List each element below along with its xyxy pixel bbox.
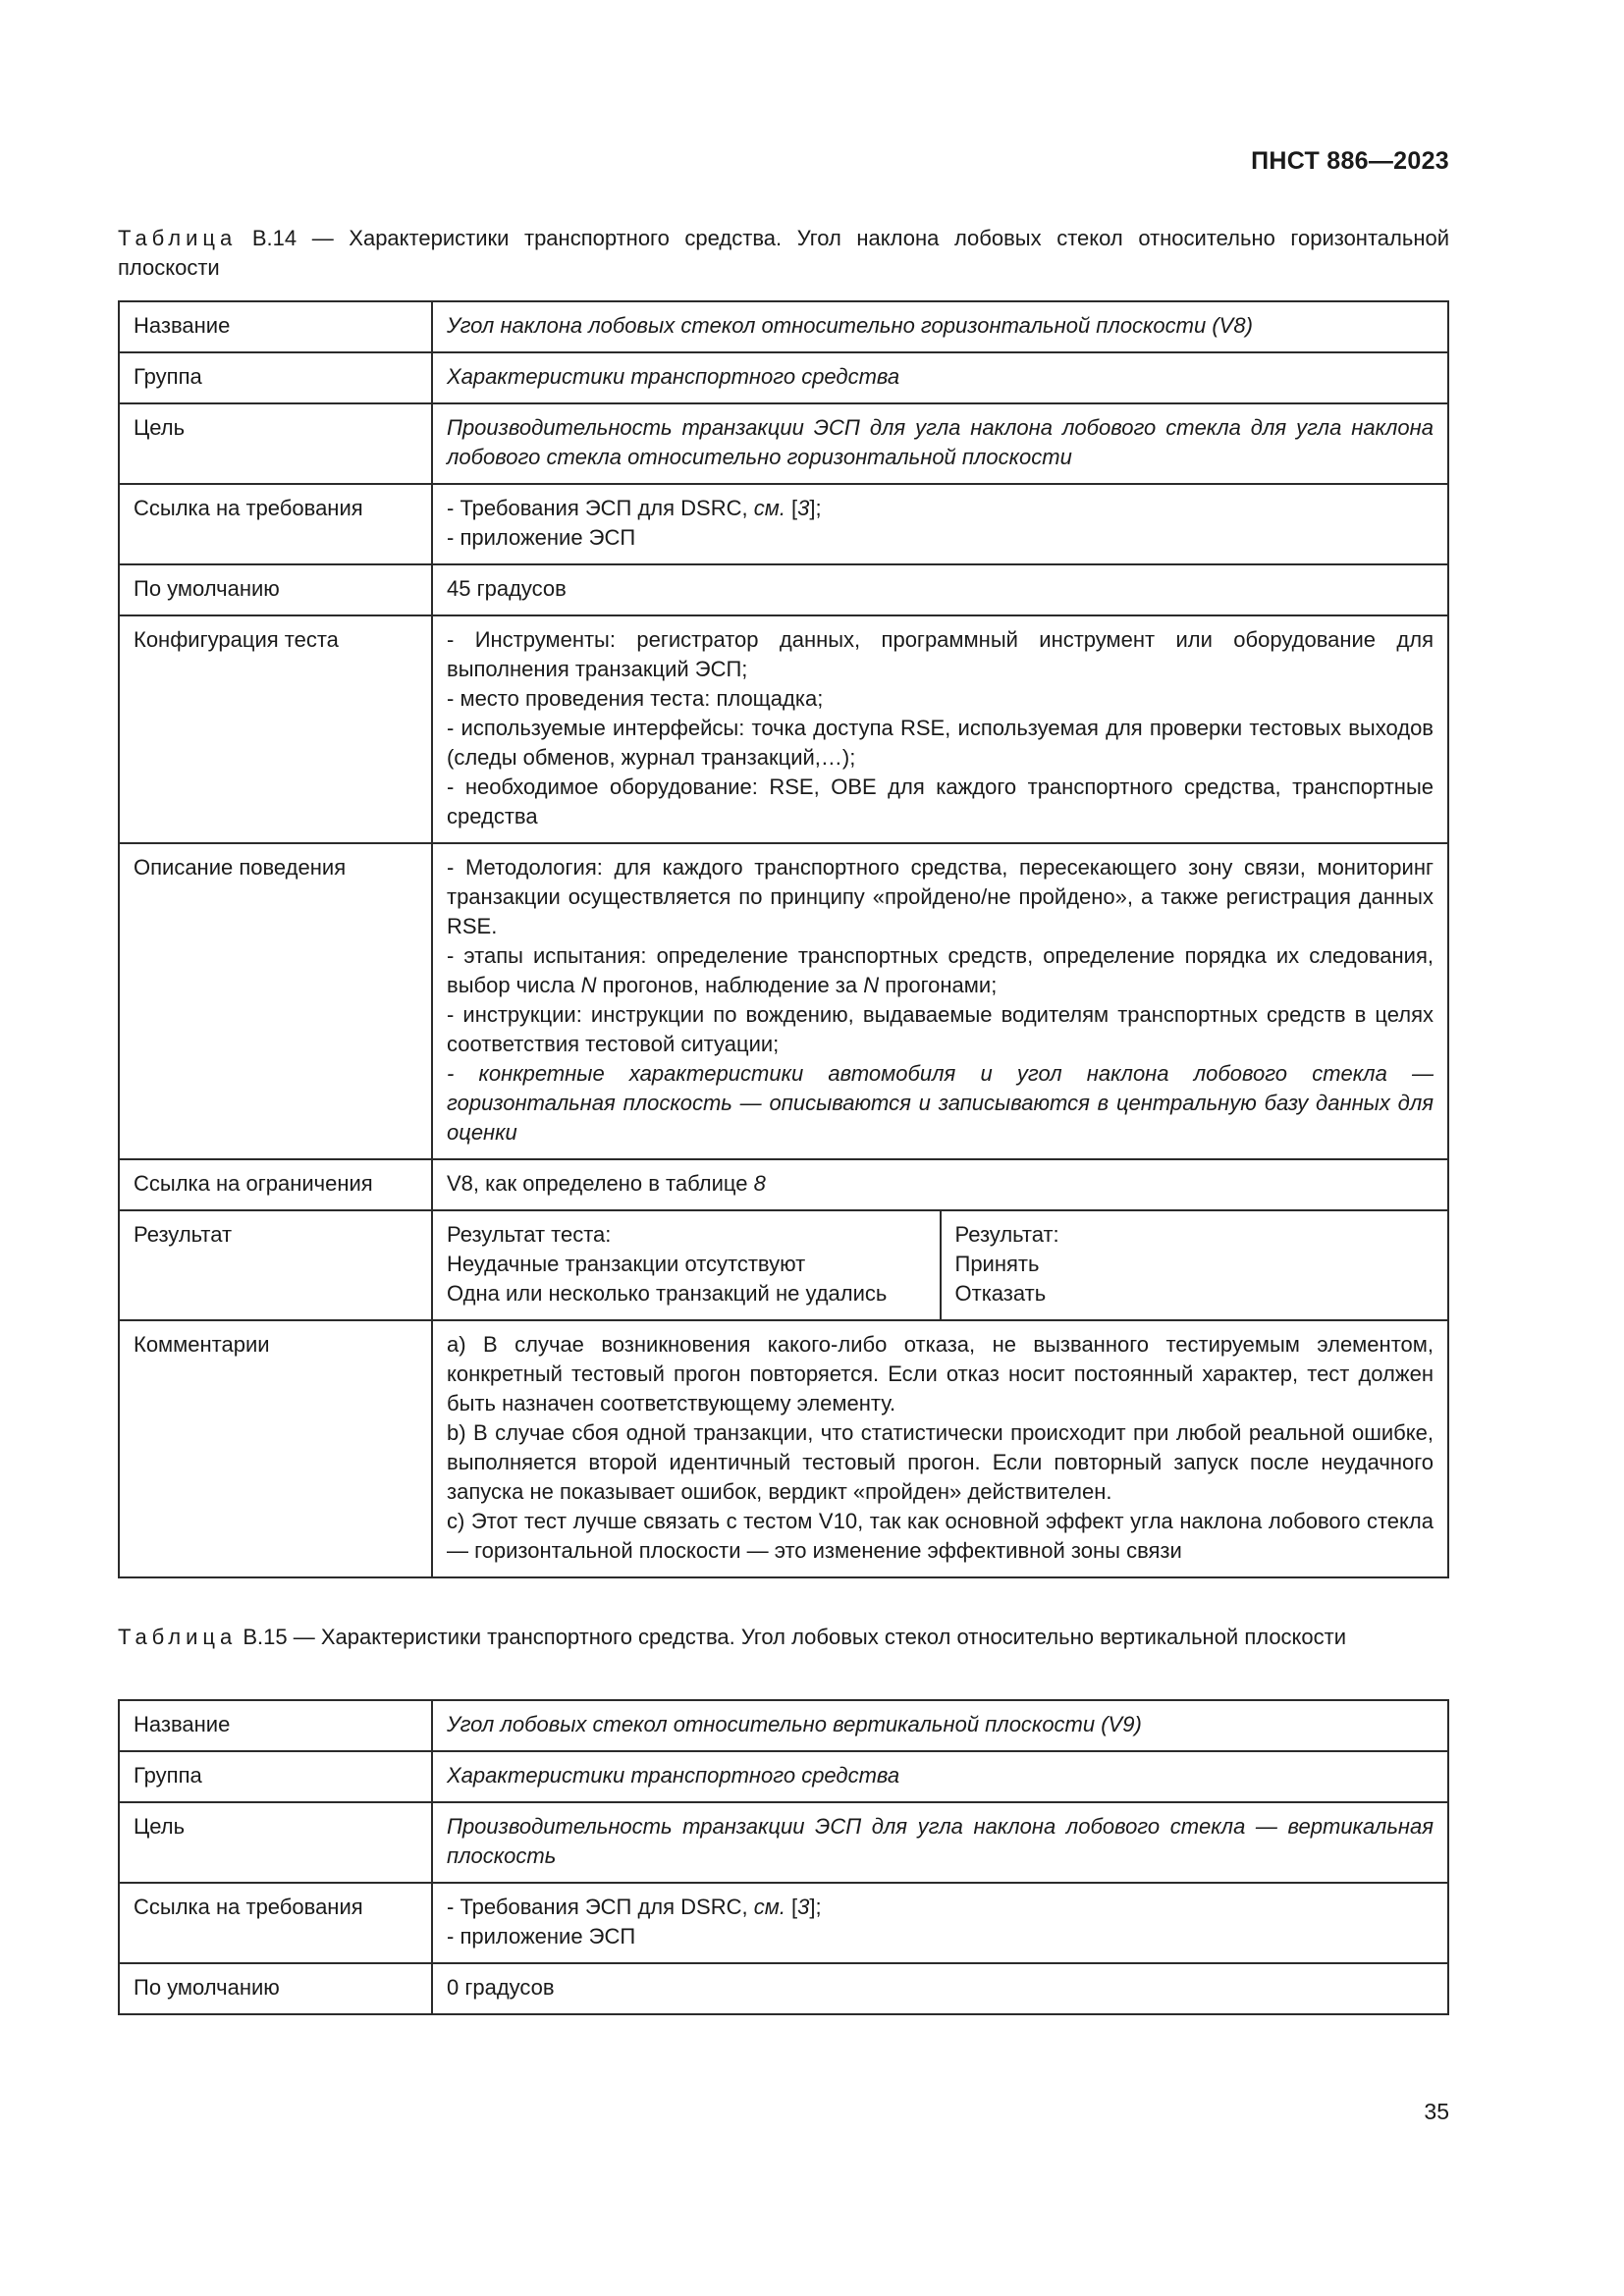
comment-line: а) В случае возникновения какого-либо отказа, не вызванного тестируемым элементом, конкретный тестовый прогон повторяется. Если отказ носит постоянный характер, тест должен быть назначен соответствующему элементу. [447,1332,1434,1415]
row-label: По умолчанию [119,1963,432,2014]
verdict [941,1210,1449,1320]
requirement-line: - приложение ЭСП [447,525,636,550]
table-row [119,484,1448,564]
behavior-text: - этапы испытания: определение транспортных средств, определение порядка их следования, выбор числа [447,943,1434,997]
page-number: 35 [1424,2099,1449,2124]
table-row [119,843,1448,1159]
test-result [432,1210,941,1320]
table-row [119,1963,1448,2014]
config-line: - место проведения теста: площадка; [447,686,824,711]
row-label: Название [119,301,432,352]
reference-number: 3 [797,1895,810,1919]
table-row [119,1700,1448,1751]
test-group: Характеристики транспортного средства [432,1751,1448,1802]
table-row [119,1320,1448,1577]
test-name: Угол наклона лобовых стекол относительно горизонтальной плоскости (V8) [432,301,1448,352]
limits-ref [432,1159,1448,1210]
requirement-line [447,494,1434,523]
variable-n: N [580,973,597,997]
row-label: Результат [119,1210,432,1320]
behavior-text: прогонами; [879,973,998,997]
row-label: Ссылка на требования [119,484,432,564]
test-goal: Производительность транзакции ЭСП для угла наклона лобового стекла для угла наклона лобового стекла относительно горизонтальной плоскости [432,403,1448,484]
result-line: Одна или несколько транзакций не удались [447,1281,888,1306]
default-value: 45 градусов [432,564,1448,615]
table-row [119,1883,1448,1963]
table-b14-caption [118,224,1449,283]
test-configuration [432,615,1448,843]
row-label: По умолчанию [119,564,432,615]
caption-text: В.15 — Характеристики транспортного средства. Угол лобовых стекол относительно вертикальной плоскости [237,1625,1347,1649]
bracket-close: ]; [809,1895,822,1919]
table-row [119,403,1448,484]
behavior-line [447,941,1434,1000]
table-row [119,352,1448,403]
behavior-description [432,843,1448,1159]
verdict-line: Принять [954,1252,1040,1276]
comment-line: b) В случае сбоя одной транзакции, что статистически происходит при любой реальной ошибке, выполняется второй идентичный тестовый прогон. Если повторный запуск после неудачного запуска не показывает ошибок, вердикт «пройден» действителен. [447,1420,1434,1504]
behavior-text: прогонов, наблюдение за [596,973,864,997]
requirement-text: - Требования ЭСП для DSRC, [447,1895,754,1919]
row-label: Описание поведения [119,843,432,1159]
table-row [119,1159,1448,1210]
config-line: - необходимое оборудование: RSE, OBE для каждого транспортного средства, транспортные средства [447,774,1434,828]
bracket-open: [ [785,1895,798,1919]
table-b14 [118,300,1449,1578]
comment-line: с) Этот тест лучше связать с тестом V10, так как основной эффект угла наклона лобового стекла — горизонтальной плоскости — это изменение эффективной зоны связи [447,1509,1434,1563]
see-abbr: см. [753,1895,785,1919]
row-label: Ссылка на требования [119,1883,432,1963]
row-label: Группа [119,1751,432,1802]
table-row [119,301,1448,352]
row-label: Цель [119,1802,432,1883]
test-goal: Производительность транзакции ЭСП для угла наклона лобового стекла — вертикальная плоскость [432,1802,1448,1883]
default-value: 0 градусов [432,1963,1448,2014]
limits-text: V8, как определено в таблице [447,1171,754,1196]
test-name: Угол лобовых стекол относительно вертикальной плоскости (V9) [432,1700,1448,1751]
table-row [119,1751,1448,1802]
requirement-text: - Требования ЭСП для DSRC, [447,496,754,520]
table-row [119,615,1448,843]
caption-word: Таблица [118,226,238,250]
behavior-line: - Методология: для каждого транспортного средства, пересекающего зону связи, мониторинг транзакции осуществляется по принципу «пройдено/не пройдено», а также регистрация данных RSE. [447,855,1434,938]
row-label: Цель [119,403,432,484]
requirements-ref [432,1883,1448,1963]
comments [432,1320,1448,1577]
see-abbr: см. [753,496,785,520]
row-label: Группа [119,352,432,403]
caption-word: Таблица [118,1625,238,1649]
row-label: Комментарии [119,1320,432,1577]
table-reference: 8 [753,1171,766,1196]
table-b15 [118,1699,1449,2015]
row-label: Ссылка на ограничения [119,1159,432,1210]
test-group: Характеристики транспортного средства [432,352,1448,403]
verdict-line: Отказать [954,1281,1047,1306]
bracket-open: [ [785,496,798,520]
config-line: - используемые интерфейсы: точка доступа RSE, используемая для проверки тестовых выходов (следы обменов, журнал транзакций,…); [447,716,1434,770]
behavior-line: - инструкции: инструкции по вождению, выдаваемые водителям транспортных средств в целях соответствия тестовой ситуации; [447,1002,1434,1056]
variable-n: N [863,973,880,997]
requirement-line [447,1893,1434,1922]
result-line: Результат теста: [447,1222,612,1247]
table-row [119,1210,1448,1320]
reference-number: 3 [797,496,810,520]
bracket-close: ]; [809,496,822,520]
behavior-line: - конкретные характеристики автомобиля и угол наклона лобового стекла — горизонтальная плоскость — описываются и записываются в центральную базу данных для оценки [447,1061,1434,1145]
config-line: - Инструменты: регистратор данных, программный инструмент или оборудование для выполнения транзакций ЭСП; [447,627,1434,681]
result-line: Неудачные транзакции отсутствуют [447,1252,806,1276]
requirements-ref [432,484,1448,564]
row-label: Конфигурация теста [119,615,432,843]
verdict-line: Результат: [954,1222,1059,1247]
table-row [119,564,1448,615]
requirement-line: - приложение ЭСП [447,1924,636,1949]
document-code: ПНСТ 886—2023 [1251,147,1449,175]
table-row [119,1802,1448,1883]
caption-text: В.14 — Характеристики транспортного средства. Угол наклона лобовых стекол относительно горизонтальной плоскости [118,226,1449,280]
row-label: Название [119,1700,432,1751]
table-b15-caption [118,1623,1449,1652]
